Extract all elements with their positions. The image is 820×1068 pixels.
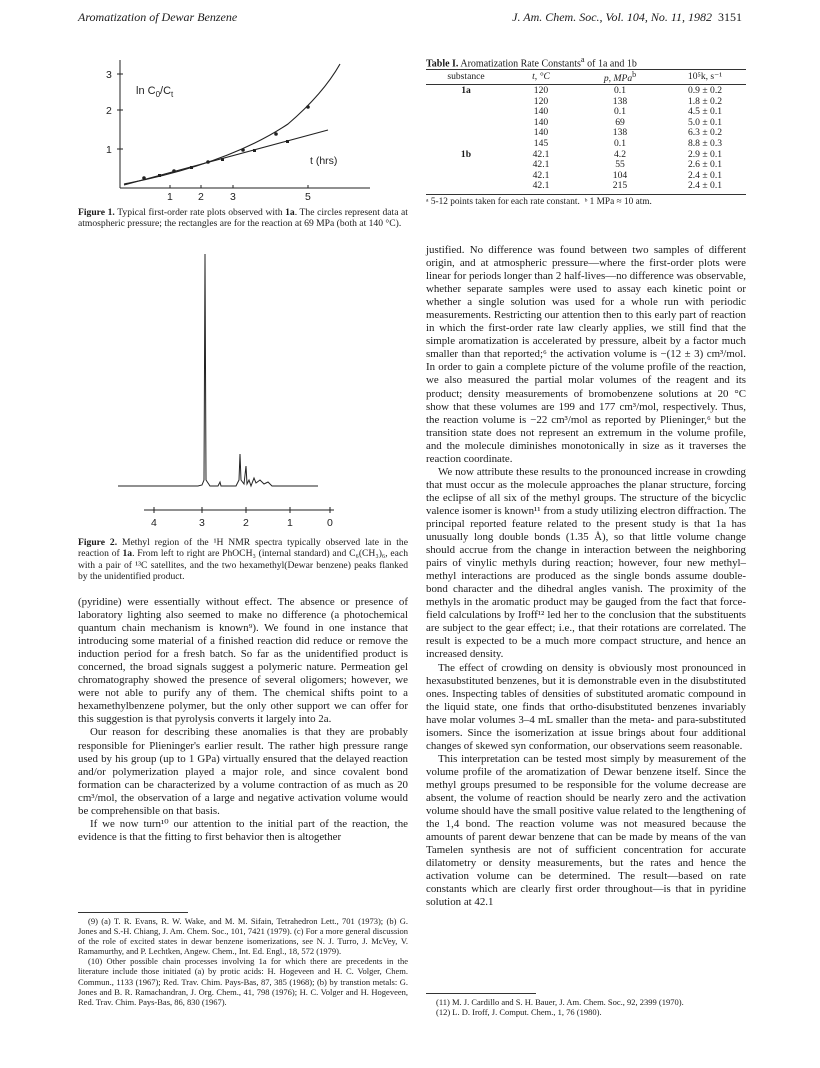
left-column-body [78, 596, 408, 844]
y-tick-label: 3 [106, 69, 112, 81]
table-cell-p: 55 [615, 159, 625, 171]
table-cell-substance [426, 128, 506, 139]
table-cell-k: 2.4 ± 0.1 [687, 180, 723, 192]
table-cell-p: 104 [612, 169, 628, 181]
figure-2-caption: Figure 2. Methyl region of the ¹H NMR spectra typically observed late in the reaction of 1a. From left to right are PhOCH₃ (internal standard) and C₆(CH₃)₆, each with a pair of ¹³C satellites, and the two hexamethyl(Dewar benzene) peaks flanked by the unidentified product. [78, 537, 408, 582]
table-cell-substance [426, 171, 506, 182]
left-footnotes [78, 916, 408, 1007]
curve-atmospheric [124, 64, 340, 184]
table-1-body [426, 86, 746, 192]
paragraph: Our reason for describing these anomalies is that they are probably responsible for Plieninger's earlier result. The rather high pressure range used by his group (up to 1 GPa) virtually ensured that the delayed reaction and/or polymerization played a major role, and since covalent bond formation can be characterized by a volume contraction of as much as 20 cm³/mol, the observation of a large and negative activation volume would be comprehensible on that basis. [78, 726, 408, 817]
table-cell-k: 8.8 ± 0.3 [687, 137, 723, 149]
table-cell-t: 120 [533, 85, 549, 96]
table-cell-t: 140 [533, 106, 549, 118]
table-rule-bottom [426, 194, 746, 195]
table-cell-substance: 1a [461, 85, 471, 96]
right-footnotes [426, 997, 746, 1017]
table-cell-substance [426, 97, 506, 108]
ppm-tick-label: 2 [243, 517, 249, 529]
table-cell-p: 138 [612, 127, 628, 139]
ppm-tick-label: 1 [287, 517, 293, 529]
footnote-12: (12) L. D. Iroff, J. Comput. Chem., 1, 76 (1980). [436, 1007, 602, 1018]
table-cell-p: 0.1 [614, 85, 626, 96]
paragraph: We now attribute these results to the pronounced increase in crowding that must occur as the molecule approaches the planar structure, forcing the eclipse of all six of the methyl groups. The structure of the bicyclic valence isomer is known¹¹ from a study utilizing electron diffraction. The principal reported feature related to the present study is that 1a has unusually long double bonds (1.35 Å), so that little volume change should accrue from the change in interaction between the neighboring pairs of vinylic methyls during reaction; however, four new methyl–methyl interactions are produced as the single bonds assume double-bond character and the dihedral angles vanish. The proximity of the methyls in the aromatic product may be gauged from the fact that force-field calculations by Iroff¹² led her to the conclusion that the substituents are subject to the gear effect; i.e., that their rotations are correlated. The result is expected to be a much more compact structure, and hence an increased density. [426, 465, 746, 661]
x-tick-label: 1 [167, 191, 173, 203]
y-tick-label: 1 [106, 144, 112, 156]
table-cell-substance: 1b [460, 148, 472, 160]
table-cell-k: 4.5 ± 0.1 [687, 106, 723, 118]
figure-1-plot [78, 54, 408, 204]
col-header: substance [447, 71, 485, 83]
footnote-11: (11) M. J. Cardillo and S. H. Bauer, J. Am. Chem. Soc., 92, 2399 (1970). [436, 997, 684, 1007]
data-points [142, 105, 310, 180]
table-cell-p: 138 [612, 95, 628, 107]
table-row [426, 139, 746, 150]
paragraph: justified. No difference was found between two samples of different origin, and at atmospheric pressure—where the first-order plots were linear for periods longer than 2 half-lives—no difference was observable, whether separate samples were used to assay each kinetic point or whether a single solution was used for a whole run with periodic measurements. Restricting our attention then to this early part of reaction in which the first-order rate law clearly applies, we still find that the simple aromatization is accelerated by pressure, albeit by a factor much smaller than that reported;⁶ the activation volume is −(12 ± 3) cm³/mol. In order to gain a complete picture of the volume profile of the reaction, we also measured the partial molar volumes of the reagent and its product; density measurements of bromobenzene solutions at 20 °C show that these volumes are 199 and 177 cm³/mol, respectively. Thus, the reaction volume is −22 cm³/mol as reported by Plieninger,⁶ but the transition state does not represent an extremum in the volume profile, and the molecule diminishes monotonically in size as it traverses the reaction coordinate. [426, 244, 746, 465]
paragraph: The effect of crowding on density is obviously most pronounced in hexasubstituted benzenes, but it is demonstrable even in the disubstituted ones. Inspecting tables of densities of substituted aromatic compound in the liquid state, one finds that ortho-disubstituted benzenes invariably have molar volumes 3–4 mL smaller than the meta- and para-substituted isomers. Since the isomerization at issue brings about four additional changes of skewed syn conformation, our observations seem reasonable. [426, 661, 746, 752]
nmr-trace [118, 254, 318, 486]
table-cell-p: 4.2 [614, 148, 626, 160]
y-tick-label: 2 [106, 105, 112, 117]
ppm-tick-label: 4 [151, 517, 157, 529]
table-header-row [426, 70, 746, 85]
figure-1 [78, 54, 408, 204]
rate-table-body [426, 86, 746, 192]
paragraph: If we now turn¹⁰ our attention to the initial part of the reaction, the evidence is that the fitting to first behavior then is altogether [78, 817, 408, 843]
table-cell-p: 0.1 [614, 106, 626, 118]
table-cell-substance [426, 118, 506, 129]
paragraph: (pyridine) were essentially without effect. The absence or presence of laboratory lighting also seemed to make no difference (a photochemical quantum chain mechanism is known⁹). We found in one instance that introducing some material of a finished reaction did reduce or remove the induction period for a fresh batch. So far as the unidentified product is concerned, the broad signals suggest a polymeric nature. Permeation gel chromatography showed the presence of several oligomers; however, we were not able to purify any of them. The chemical shifts point to a hexamethylbenzene polymer, but the only other support we can offer for this suggestion is that pyrolysis converts it largely into 2a. [78, 596, 408, 726]
paragraph: This interpretation can be tested most simply by measurement of the volume profile of the aromatization of Dewar benzene itself. Since the methyl groups presumed to be responsible for the volume decrease are absent, the volume of reaction should be nearly zero and the activation volume should have the small positive value related to the lengthening of the 1,4 bond. The reaction volume was not measured because the amounts of parent dewar benzene that can be made by means of the van Tamelen synthesis are not of sufficient concentration for accurate dilatometry or density measurements, but the rates and hence the activation volume can be determined. The result—based on rate constants which are clearly first order throughout—is that in pyridine solution at 42.1 [426, 752, 746, 909]
table-row [426, 181, 746, 192]
table-cell-substance [426, 181, 506, 192]
table-cell-t: 140 [533, 116, 549, 128]
table-cell-substance [426, 160, 506, 171]
running-title: Aromatization of Dewar Benzene [78, 10, 238, 24]
journal-name: J. Am. Chem. Soc., Vol. 104, No. 11, 1982 [512, 10, 712, 24]
table-cell-k: 2.9 ± 0.1 [687, 148, 723, 160]
table-cell-k: 5.0 ± 0.1 [687, 116, 723, 128]
col-header: p, MPa$^b$ [603, 70, 637, 85]
x-tick-label: 5 [305, 191, 311, 203]
footnote-rule [426, 993, 536, 994]
table-cell-p: 0.1 [614, 137, 626, 149]
table-cell-k: 0.9 ± 0.2 [687, 85, 723, 96]
y-axis-label: $\ln C_0/C_t$ [136, 85, 174, 99]
footnote-rule [78, 912, 188, 913]
figure-2-spectrum [118, 254, 378, 534]
line-69mpa [124, 130, 328, 185]
footnote-10: (10) Other possible chain processes involving 1a for which there are precedents in the literature include those initiated (a) by protic acids: H. Hogeveen and H. C. Volger, Chem. Commun., 1133 (1967); Red. Trav. Chim. Pays-Bas, 87, 385 (1968); (b) by transtion metals: G. Jones and B. R. Ramachandran, J. Org. Chem., 41, 798 (1976); H. C. Volger and H. Hogeveen, Red. Trav. Chim. Pays-Bas, 86, 830 (1967). [78, 956, 408, 1007]
col-header: t, °C [532, 71, 550, 83]
x-tick-label: 2 [198, 191, 204, 203]
table-cell-p: 69 [615, 116, 625, 128]
table-cell-substance [426, 139, 506, 150]
table-cell-k: 6.3 ± 0.2 [687, 127, 723, 139]
table-cell-t: 42.1 [532, 148, 550, 160]
page-number: 3151 [718, 10, 742, 24]
table-cell-substance [426, 107, 506, 118]
ppm-tick-label: 3 [199, 517, 205, 529]
table-cell-t: 42.1 [532, 159, 550, 171]
table-cell-t: 42.1 [532, 169, 550, 181]
right-column-body [426, 244, 746, 909]
table-row [426, 86, 746, 97]
journal-citation [512, 10, 742, 25]
col-header: 10⁵k, s⁻¹ [687, 71, 723, 83]
figure-2 [118, 254, 378, 534]
table-1-footnotes: ᵃ 5-12 points taken for each rate constant. ᵇ 1 MPa ≈ 10 atm. [426, 197, 652, 207]
table-cell-t: 120 [533, 95, 549, 107]
table-1-caption: Table I. Aromatization Rate Constants$^a$ of 1a and 1b [426, 55, 637, 70]
x-tick-label: 3 [230, 191, 236, 203]
rate-table [426, 70, 746, 85]
x-axis-label: t (hrs) [310, 155, 338, 167]
table-cell-t: 140 [533, 127, 549, 139]
ppm-tick-label: 0 [327, 517, 333, 529]
footnote-9: (9) (a) T. R. Evans, R. W. Wake, and M. M. Sifain, Tetrahedron Lett., 701 (1973); (b) G. Jones and S.-H. Chiang, J. Am. Chem. Soc., 101, 7421 (1979). (c) For a more general discussion of the role of excited states in dewar benzene isomerizations, see N. J. Turro, J. McVey, V. Ramamurthy, and P. Lechtken, Angew. Chem., Int. Ed. Engl., 18, 572 (1979). [78, 916, 408, 957]
table-1 [426, 70, 746, 85]
table-cell-k: 2.6 ± 0.1 [687, 159, 723, 171]
table-cell-t: 145 [533, 137, 549, 149]
table-cell-t: 42.1 [532, 180, 550, 192]
table-cell-k: 2.4 ± 0.1 [687, 169, 723, 181]
figure-1-caption: Figure 1. Typical first-order rate plots observed with 1a. The circles represent data at atmospheric pressure; the rectangles are for the reaction at 69 MPa (both at 140 °C). [78, 207, 408, 230]
table-cell-p: 215 [612, 180, 628, 192]
table-cell-k: 1.8 ± 0.2 [687, 95, 723, 107]
